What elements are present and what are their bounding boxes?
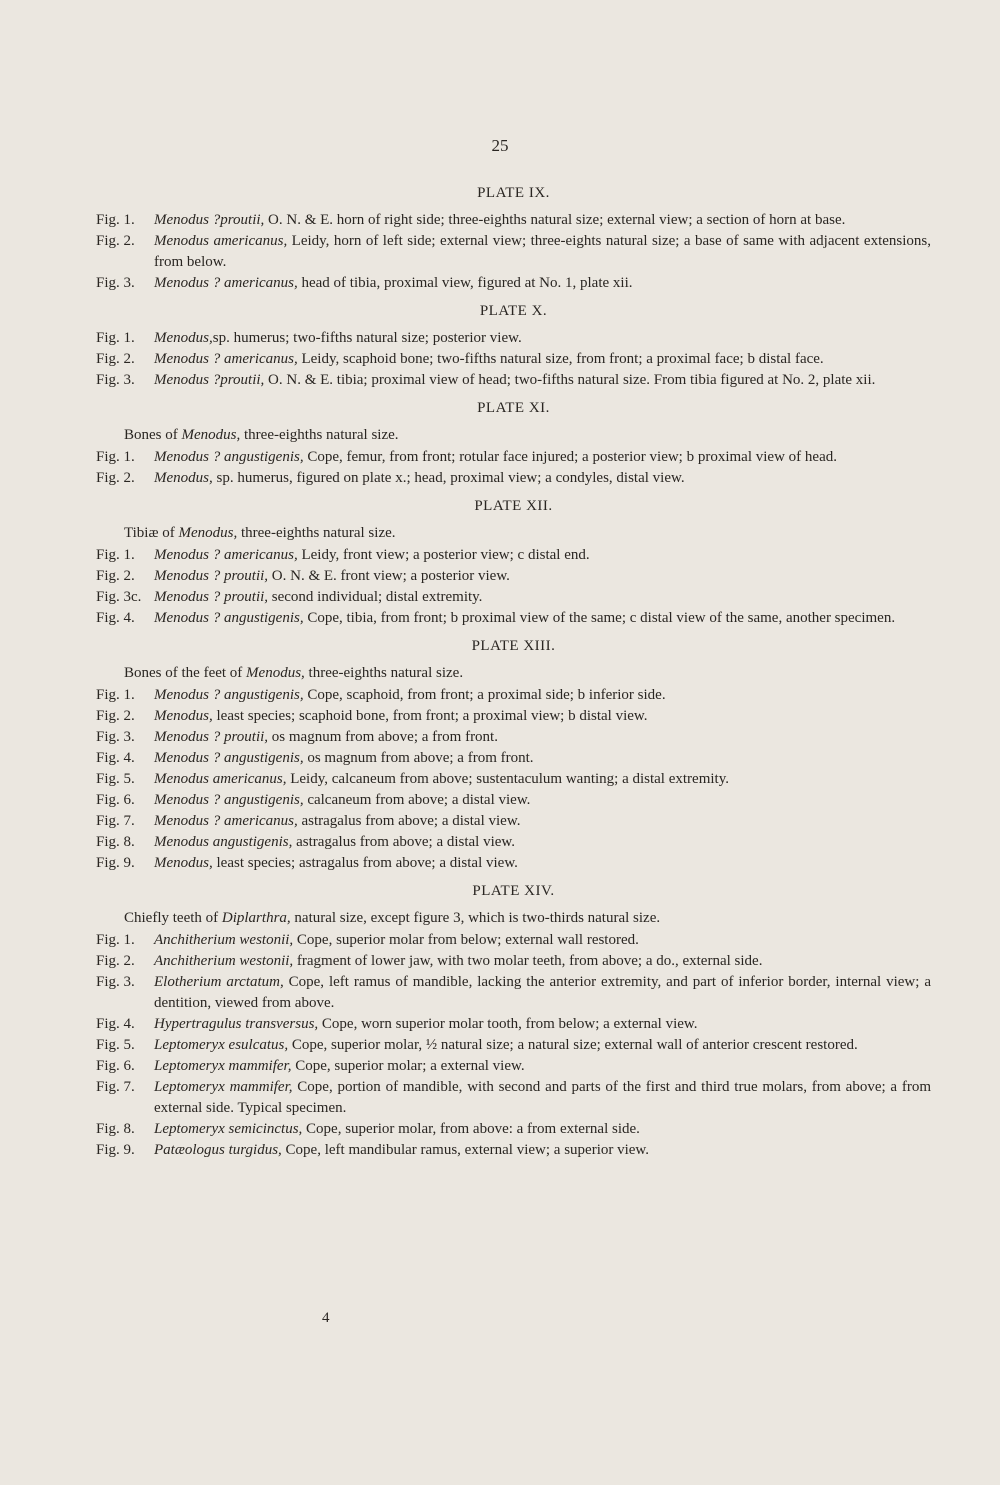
figure-label: Fig. 3. <box>96 729 135 745</box>
figure-caption <box>96 447 931 468</box>
figure-text: os magnum from above; a from front. <box>303 750 534 766</box>
intro-text: Bones of the feet of <box>124 665 247 681</box>
figure-description <box>154 273 931 294</box>
figure-description <box>154 1056 931 1077</box>
figure-caption <box>96 1140 931 1161</box>
figure-text: Cope, superior molar; a external view. <box>291 1058 525 1074</box>
figure-text: Cope, superior molar, ½ natural size; a natural size; external wall of anterior crescent restored. <box>288 1037 858 1053</box>
taxon-name: Menodus ?proutii, <box>154 212 265 228</box>
figure-label: Fig. 1. <box>96 687 135 703</box>
figure-description <box>154 685 931 706</box>
taxon-name: Menodus americanus, <box>154 233 288 249</box>
taxon-name: Menodus americanus, <box>154 771 287 787</box>
intro-text: three-eighths natural size. <box>240 427 399 443</box>
figure-caption <box>96 545 931 566</box>
taxon-name: Menodus ? angustigenis, <box>154 750 304 766</box>
figure-caption <box>96 748 931 769</box>
figure-label: Fig. 9. <box>96 855 135 871</box>
figure-description <box>154 1035 931 1056</box>
figure-text: Cope, superior molar from below; external wall restored. <box>293 932 639 948</box>
figure-text: Leidy, horn of left side; external view; three-eights natural size; a base of same with adjacent extensions, from below. <box>154 233 931 270</box>
taxon-name: Leptomeryx mammifer, <box>154 1079 293 1095</box>
figure-text: Cope, portion of mandible, with second and parts of the first and third true molars, from above; a from external side. Typical specimen. <box>154 1079 932 1116</box>
intro-taxon: Menodus, <box>178 525 238 541</box>
figure-label: Fig. 3. <box>96 974 135 990</box>
taxon-name: Patæologus turgidus, <box>154 1142 282 1158</box>
figure-description <box>154 951 931 972</box>
taxon-name: Menodus angustigenis, <box>154 834 293 850</box>
figure-text: O. N. & E. horn of right side; three-eighths natural size; external view; a section of horn at base. <box>264 212 846 228</box>
taxon-name: Menodus ? angustigenis, <box>154 792 304 808</box>
figure-description <box>154 468 931 489</box>
figure-caption <box>96 370 931 391</box>
taxon-name: Elotherium arctatum, <box>154 974 284 990</box>
figure-description <box>154 210 931 231</box>
figure-description <box>154 328 931 349</box>
taxon-name: Menodus ? proutii, <box>154 729 269 745</box>
figure-caption <box>96 608 931 629</box>
plate-intro <box>96 523 931 544</box>
taxon-name: Anchitherium westonii, <box>154 953 294 969</box>
figure-label: Fig. 1. <box>96 932 135 948</box>
taxon-name: Menodus ? americanus, <box>154 275 298 291</box>
plate-title: PLATE IX. <box>477 185 550 201</box>
taxon-name: Menodus ? americanus, <box>154 351 298 367</box>
plate-section <box>96 182 931 294</box>
figure-label: Fig. 7. <box>96 1079 135 1095</box>
figure-caption <box>96 349 931 370</box>
figure-description <box>154 748 931 769</box>
figure-text: least species; astragalus from above; a distal view. <box>212 855 518 871</box>
taxon-name: Menodus ? americanus, <box>154 547 298 563</box>
figure-label: Fig. 5. <box>96 1037 135 1053</box>
figure-label: Fig. 2. <box>96 233 135 249</box>
intro-text: Bones of <box>124 427 182 443</box>
figure-description <box>154 769 931 790</box>
figure-caption <box>96 1035 931 1056</box>
taxon-name: Leptomeryx semicinctus, <box>154 1121 303 1137</box>
figure-text: astragalus from above; a distal view. <box>297 813 521 829</box>
figure-label: Fig. 4. <box>96 750 135 766</box>
plate-title: PLATE XI. <box>477 400 550 416</box>
figure-description <box>154 608 931 629</box>
figure-text: Cope, worn superior molar tooth, from below; a external view. <box>318 1016 698 1032</box>
figure-text: Cope, superior molar, from above: a from external side. <box>302 1121 640 1137</box>
figure-description <box>154 972 931 1014</box>
plate-intro <box>96 663 931 684</box>
figure-description <box>154 566 931 587</box>
taxon-name: Menodus ? angustigenis, <box>154 610 304 626</box>
plate-title: PLATE X. <box>479 303 548 319</box>
plate-section <box>96 495 931 629</box>
intro-text: three-eighths natural size. <box>304 665 464 681</box>
intro-text: natural size, except figure 3, which is two-thirds natural size. <box>290 910 661 926</box>
figure-description <box>154 349 931 370</box>
figure-description <box>154 1077 931 1119</box>
figure-description <box>154 1140 931 1161</box>
figure-caption <box>96 832 931 853</box>
figure-text: least species; scaphoid bone, from front; a proximal view; b distal view. <box>212 708 648 724</box>
figure-label: Fig. 3c. <box>96 589 142 605</box>
figure-caption <box>96 706 931 727</box>
figure-label: Fig. 1. <box>96 212 135 228</box>
figure-text: Leidy, front view; a posterior view; c distal end. <box>297 547 590 563</box>
figure-text: sp. humerus; two-fifths natural size; posterior view. <box>212 330 522 346</box>
figure-text: Cope, left ramus of mandible, lacking the anterior extremity, and part of inferior border, internal view; a dentition, viewed from above. <box>154 974 931 1011</box>
figure-description <box>154 370 931 391</box>
figure-description <box>154 811 931 832</box>
figure-text: Leidy, scaphoid bone; two-fifths natural size, from front; a proximal face; b distal face. <box>297 351 824 367</box>
taxon-name: Menodus ? proutii, <box>154 589 269 605</box>
figure-description <box>154 545 931 566</box>
figure-label: Fig. 8. <box>96 834 135 850</box>
figure-caption <box>96 210 931 231</box>
figure-caption <box>96 587 931 608</box>
figure-label: Fig. 2. <box>96 351 135 367</box>
figure-text: astragalus from above; a distal view. <box>292 834 516 850</box>
figure-description <box>154 447 931 468</box>
figure-text: fragment of lower jaw, with two molar teeth, from above; a do., external side. <box>293 953 763 969</box>
figure-text: Cope, tibia, from front; b proximal view of the same; c distal view of the same, another specimen. <box>303 610 896 626</box>
taxon-name: Menodus ?proutii, <box>154 372 265 388</box>
figure-caption <box>96 811 931 832</box>
figure-text: Cope, left mandibular ramus, external view; a superior view. <box>281 1142 650 1158</box>
figure-label: Fig. 6. <box>96 1058 135 1074</box>
intro-text: Tibiæ of <box>124 525 179 541</box>
figure-description <box>154 930 931 951</box>
figure-text: O. N. & E. front view; a posterior view. <box>268 568 510 584</box>
plate-section <box>96 635 931 874</box>
plate-section <box>96 300 931 391</box>
figure-text: O. N. & E. tibia; proximal view of head; two-fifths natural size. From tibia figured at No. 2, plate xii. <box>264 372 876 388</box>
figure-caption <box>96 930 931 951</box>
figure-label: Fig. 2. <box>96 470 135 486</box>
figure-label: Fig. 1. <box>96 330 135 346</box>
figure-description <box>154 231 931 273</box>
plate-title: PLATE XII. <box>474 498 553 514</box>
figure-label: Fig. 8. <box>96 1121 135 1137</box>
figure-description <box>154 1014 931 1035</box>
figure-caption <box>96 1119 931 1140</box>
plate-intro <box>96 425 931 446</box>
taxon-name: Menodus ? proutii, <box>154 568 269 584</box>
figure-caption <box>96 328 931 349</box>
figure-caption <box>96 273 931 294</box>
taxon-name: Leptomeryx mammifer, <box>154 1058 292 1074</box>
plate-intro <box>96 908 931 929</box>
taxon-name: Hypertragulus transversus, <box>154 1016 319 1032</box>
figure-label: Fig. 2. <box>96 568 135 584</box>
figure-text: Cope, femur, from front; rotular face injured; a posterior view; b proximal view of head. <box>303 449 837 465</box>
intro-text: three-eighths natural size. <box>237 525 396 541</box>
figure-caption <box>96 1014 931 1035</box>
figure-label: Fig. 2. <box>96 708 135 724</box>
figure-label: Fig. 7. <box>96 813 135 829</box>
figure-caption <box>96 972 931 1014</box>
figure-description <box>154 832 931 853</box>
signature-mark: 4 <box>322 1310 330 1326</box>
plate-title: PLATE XIII. <box>471 638 556 654</box>
figure-caption <box>96 853 931 874</box>
taxon-name: Menodus ? angustigenis, <box>154 687 304 703</box>
figure-description <box>154 706 931 727</box>
figure-caption <box>96 790 931 811</box>
figure-description <box>154 1119 931 1140</box>
figure-caption <box>96 1056 931 1077</box>
taxon-name: Menodus, <box>154 330 213 346</box>
figure-label: Fig. 4. <box>96 610 135 626</box>
page-number: 25 <box>491 136 509 155</box>
figure-caption <box>96 566 931 587</box>
figure-label: Fig. 6. <box>96 792 135 808</box>
figure-caption <box>96 1077 931 1119</box>
figure-caption <box>96 468 931 489</box>
figure-label: Fig. 1. <box>96 547 135 563</box>
plate-title: PLATE XIV. <box>472 883 555 899</box>
figure-text: sp. humerus, figured on plate x.; head, proximal view; a condyles, distal view. <box>212 470 685 486</box>
intro-taxon: Diplarthra, <box>221 910 291 926</box>
figure-label: Fig. 4. <box>96 1016 135 1032</box>
figure-label: Fig. 5. <box>96 771 135 787</box>
intro-text: Chiefly teeth of <box>124 910 222 926</box>
plate-explanations <box>96 178 931 1167</box>
figure-description <box>154 587 931 608</box>
figure-caption <box>96 685 931 706</box>
figure-caption <box>96 951 931 972</box>
taxon-name: Menodus, <box>154 708 213 724</box>
figure-description <box>154 727 931 748</box>
figure-label: Fig. 9. <box>96 1142 135 1158</box>
figure-label: Fig. 3. <box>96 372 135 388</box>
figure-caption <box>96 231 931 273</box>
figure-caption <box>96 727 931 748</box>
figure-text: calcaneum from above; a distal view. <box>303 792 531 808</box>
taxon-name: Menodus ? angustigenis, <box>154 449 304 465</box>
figure-description <box>154 853 931 874</box>
plate-section <box>96 397 931 489</box>
figure-text: head of tibia, proximal view, figured at No. 1, plate xii. <box>297 275 633 291</box>
figure-text: Cope, scaphoid, from front; a proximal side; b inferior side. <box>303 687 666 703</box>
figure-label: Fig. 1. <box>96 449 135 465</box>
figure-label: Fig. 3. <box>96 275 135 291</box>
taxon-name: Anchitherium westonii, <box>154 932 294 948</box>
taxon-name: Menodus, <box>154 470 213 486</box>
figure-text: os magnum from above; a from front. <box>268 729 498 745</box>
figure-text: second individual; distal extremity. <box>268 589 483 605</box>
figure-caption <box>96 769 931 790</box>
plate-section <box>96 880 931 1161</box>
intro-taxon: Menodus, <box>246 665 305 681</box>
figure-description <box>154 790 931 811</box>
intro-taxon: Menodus, <box>181 427 241 443</box>
taxon-name: Menodus ? americanus, <box>154 813 298 829</box>
taxon-name: Leptomeryx esulcatus, <box>154 1037 289 1053</box>
figure-text: Leidy, calcaneum from above; sustentaculum wanting; a distal extremity. <box>286 771 729 787</box>
taxon-name: Menodus, <box>154 855 213 871</box>
figure-label: Fig. 2. <box>96 953 135 969</box>
